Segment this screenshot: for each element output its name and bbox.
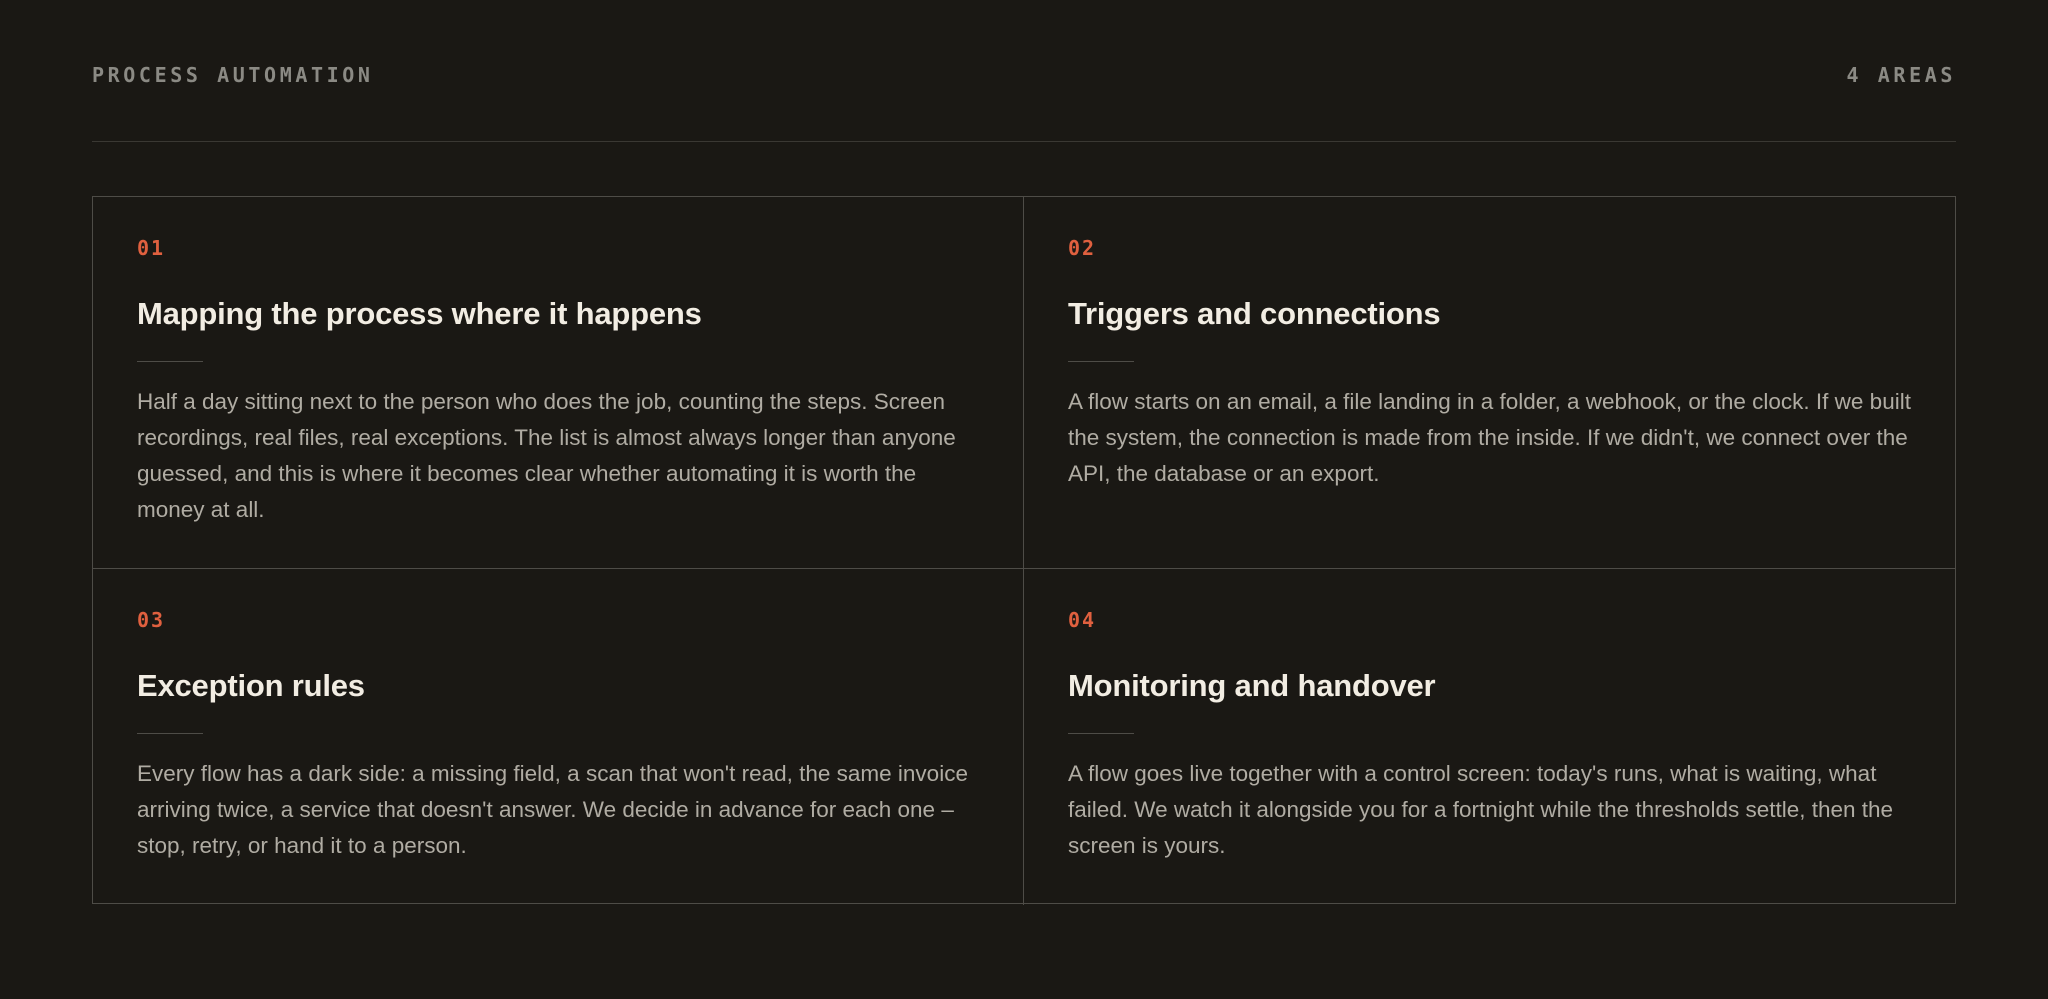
area-card-monitoring bbox=[1024, 569, 1955, 905]
area-card-triggers bbox=[1024, 197, 1955, 569]
area-number: 04 bbox=[1068, 608, 1097, 632]
area-card-mapping bbox=[93, 197, 1024, 569]
area-description: Half a day sitting next to the person who does the job, counting the steps. Screen recordings, real files, real exceptions. The list is almost always longer than anyone guessed, and this is where it becomes clear whether automating it is worth the money at all. bbox=[137, 389, 956, 522]
area-description: A flow starts on an email, a file landing in a folder, a webhook, or the clock. If we built the system, the connection is made from the inside. If we didn't, we connect over the API, the database or an export. bbox=[1068, 389, 1911, 486]
area-title: Mapping the process where it happens bbox=[137, 296, 702, 331]
area-number: 01 bbox=[137, 236, 166, 260]
area-number: 02 bbox=[1068, 236, 1097, 260]
section-eyebrow: PROCESS AUTOMATION bbox=[92, 62, 374, 87]
area-title: Exception rules bbox=[137, 668, 365, 703]
section-header bbox=[92, 0, 1956, 142]
area-count: 4 AREAS bbox=[1846, 62, 1956, 87]
divider bbox=[1068, 733, 1134, 734]
area-description: Every flow has a dark side: a missing field, a scan that won't read, the same invoice arriving twice, a service that doesn't answer. We decide in advance for each one – stop, retry, or hand it to a person. bbox=[137, 761, 968, 858]
area-title: Monitoring and handover bbox=[1068, 668, 1436, 703]
divider bbox=[1068, 361, 1134, 362]
area-card-exceptions bbox=[93, 569, 1024, 905]
area-title: Triggers and connections bbox=[1068, 296, 1441, 331]
area-description: A flow goes live together with a control screen: today's runs, what is waiting, what failed. We watch it alongside you for a fortnight while the thresholds settle, then the screen is yours. bbox=[1068, 761, 1894, 858]
area-number: 03 bbox=[137, 608, 166, 632]
areas-grid bbox=[92, 196, 1956, 904]
divider bbox=[137, 361, 203, 362]
divider bbox=[137, 733, 203, 734]
